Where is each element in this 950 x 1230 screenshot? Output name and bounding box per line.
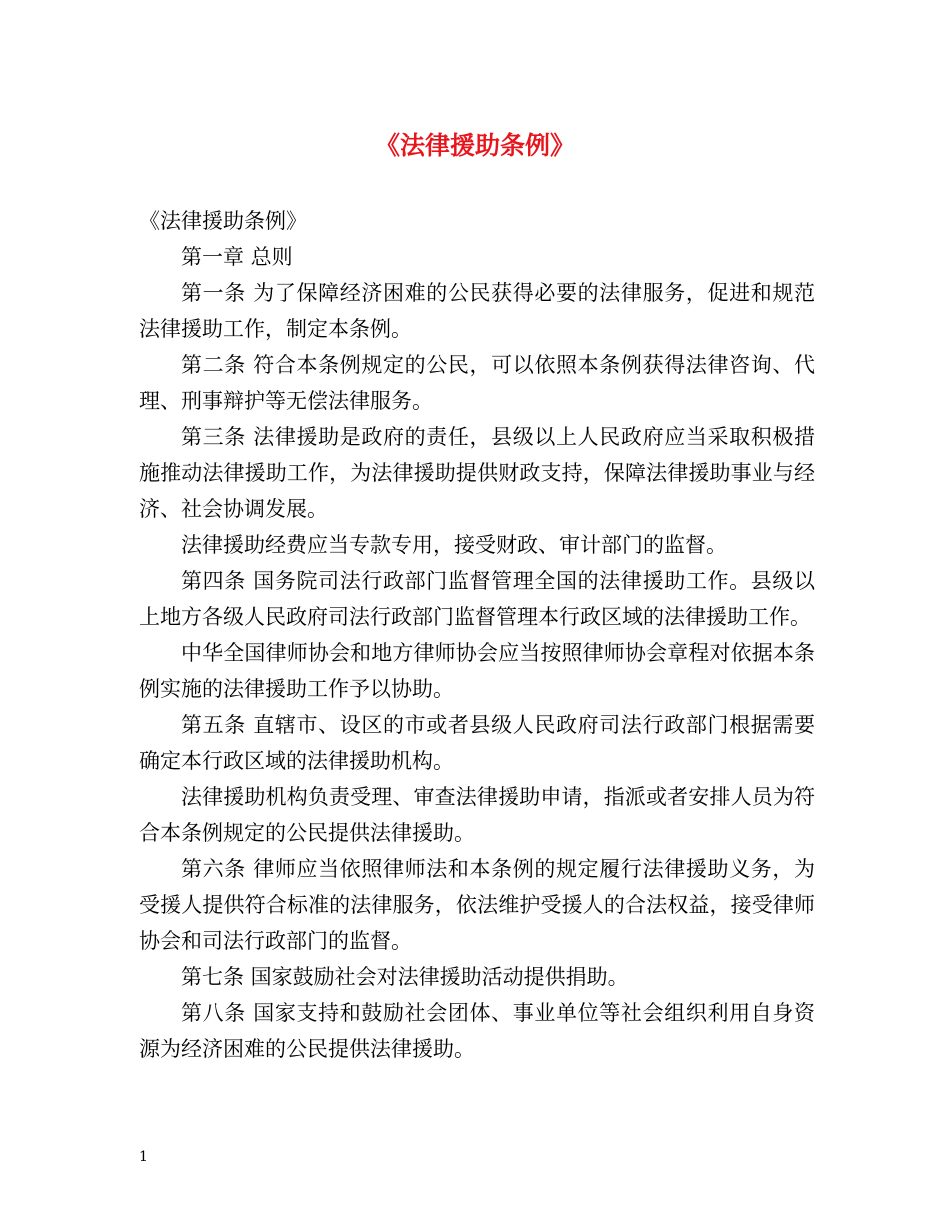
paragraph: 《法律援助条例》 <box>139 209 307 233</box>
paragraph: 第二条 符合本条例规定的公民，可以依照本条例获得法律咨询、代理、刑事辩护等无偿法律服务。 <box>139 353 815 413</box>
paragraph: 第一章 总则 <box>181 245 293 269</box>
page-number: 1 <box>139 1149 148 1165</box>
paragraph: 第三条 法律援助是政府的责任，县级以上人民政府应当采取积极措施推动法律援助工作，为法律援助提供财政支持，保障法律援助事业与经济、社会协调发展。 <box>139 425 815 521</box>
document-body <box>139 203 815 1067</box>
paragraph: 第五条 直辖市、设区的市或者县级人民政府司法行政部门根据需要确定本行政区域的法律援助机构。 <box>139 713 815 773</box>
document-title: 《法律援助条例》 <box>374 131 575 160</box>
paragraph: 第七条 国家鼓励社会对法律援助活动提供捐助。 <box>181 965 629 989</box>
paragraph: 法律援助机构负责受理、审查法律援助申请，指派或者安排人员为符合本条例规定的公民提供法律援助。 <box>139 785 815 845</box>
paragraph: 中华全国律师协会和地方律师协会应当按照律师协会章程对依据本条例实施的法律援助工作予以协助。 <box>139 641 815 701</box>
paragraph: 第六条 律师应当依照律师法和本条例的规定履行法律援助义务，为受援人提供符合标准的法律服务，依法维护受援人的合法权益，接受律师协会和司法行政部门的监督。 <box>139 857 815 953</box>
paragraph: 第一条 为了保障经济困难的公民获得必要的法律服务，促进和规范法律援助工作，制定本条例。 <box>139 281 815 341</box>
paragraph: 第四条 国务院司法行政部门监督管理全国的法律援助工作。县级以上地方各级人民政府司法行政部门监督管理本行政区域的法律援助工作。 <box>139 569 815 629</box>
paragraph: 法律援助经费应当专款专用，接受财政、审计部门的监督。 <box>181 533 727 557</box>
paragraph: 第八条 国家支持和鼓励社会团体、事业单位等社会组织利用自身资源为经济困难的公民提供法律援助。 <box>139 1001 815 1061</box>
